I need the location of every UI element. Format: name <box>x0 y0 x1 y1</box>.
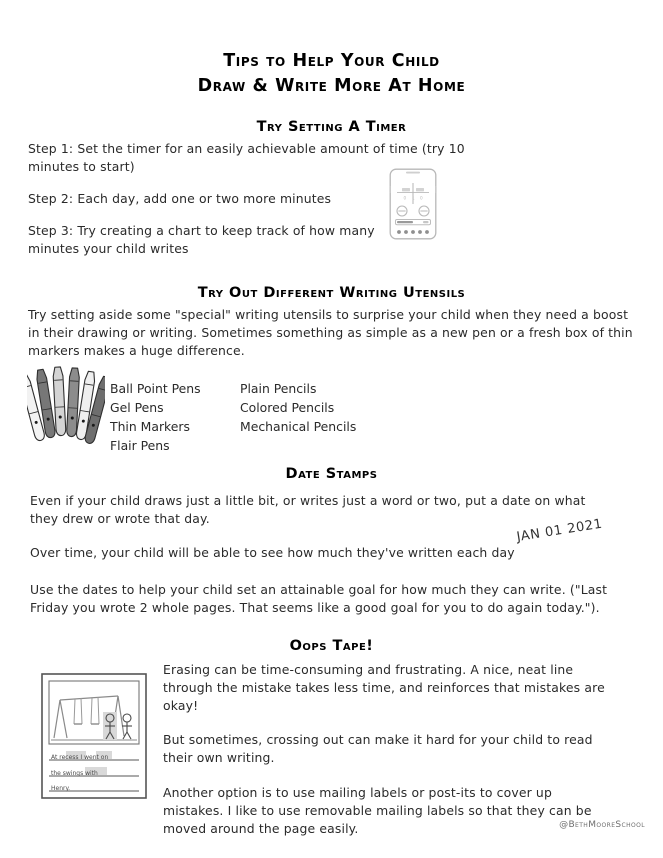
list-item: Plain Pencils <box>240 381 317 396</box>
section-body-oops-tape <box>163 661 613 838</box>
list-item: Gel Pens <box>110 399 164 415</box>
list-item: Thin Markers <box>110 418 190 434</box>
utensil-list-column-1 <box>110 380 222 455</box>
svg-text:0: 0 <box>403 195 407 201</box>
section-heading-utensils: Try Out Different Writing Utensils <box>197 285 466 301</box>
date-stamps-paragraph-2: Over time, your child will be able to see how much they've written each day <box>30 544 515 560</box>
list-item: Mechanical Pencils <box>240 418 357 434</box>
svg-text:Henry.: Henry. <box>51 785 71 792</box>
timer-step-3: Step 3: Try creating a chart to keep track of how many minutes your child writes <box>28 222 375 256</box>
phone-timer-illustration <box>389 168 437 244</box>
page-title-line-1: Tips to Help Your Child <box>223 51 440 71</box>
utensils-intro-paragraph: Try setting aside some "special" writing utensils to surprise your child when they need a boost in their drawing or writing. Sometimes something as simple as a new pen or a fresh box of thin markers makes a huge difference. <box>28 307 633 358</box>
list-item: Colored Pencils <box>240 399 335 415</box>
section-body-date-stamps <box>30 492 610 617</box>
timer-step-1: Step 1: Set the timer for an easily achievable amount of time (try 10 minutes to start) <box>28 141 465 174</box>
footer-credit: @BethMooreSchool <box>559 820 645 830</box>
date-stamp-graphic: JAN 01 2021 <box>515 516 604 545</box>
page-title <box>0 49 663 100</box>
oops-tape-paragraph-2: But sometimes, crossing out can make it hard for your child to read their own writing. <box>163 731 593 765</box>
utensil-list <box>110 380 356 455</box>
child-drawing-illustration <box>40 672 148 804</box>
section-heading-oops-tape: Oops Tape! <box>289 638 374 654</box>
date-stamps-paragraph-1: Even if your child draws just a little bit, or writes just a word or two, put a date on what they drew or wrote that day. <box>30 493 586 526</box>
section-heading-date-stamps: Date Stamps <box>285 466 378 482</box>
svg-text:At recess I went on: At recess I went on <box>51 754 109 761</box>
svg-text:1: 1 <box>412 195 415 201</box>
svg-text:the swings with: the swings with <box>51 770 98 777</box>
timer-step-2: Step 2: Each day, add one or two more minutes <box>28 190 332 206</box>
list-item: Ball Point Pens <box>110 381 201 396</box>
section-body-utensils <box>28 306 633 360</box>
section-heading-timer: Try Setting A Timer <box>256 119 407 135</box>
date-stamps-paragraph-3: Use the dates to help your child set an attainable goal for how much they can write. ("Last Friday you wrote 2 whole pages. That seems like a good goal for you to do again today."). <box>30 581 608 615</box>
markers-illustration <box>27 366 105 450</box>
list-item: Flair Pens <box>110 437 170 453</box>
oops-tape-paragraph-3: Another option is to use mailing labels or post-its to cover up mistakes. I like to use removable mailing labels so that they can be moved around the page easily. <box>163 784 592 836</box>
utensil-list-column-2 <box>240 380 356 455</box>
page-title-line-2: Draw & Write More At Home <box>197 76 466 97</box>
svg-text:0: 0 <box>420 195 423 201</box>
oops-tape-paragraph-1: Erasing can be time-consuming and frustrating. A nice, neat line through the mistake takes less time, and reinforces that mistakes are okay! <box>163 662 605 713</box>
section-body-timer <box>28 140 518 258</box>
